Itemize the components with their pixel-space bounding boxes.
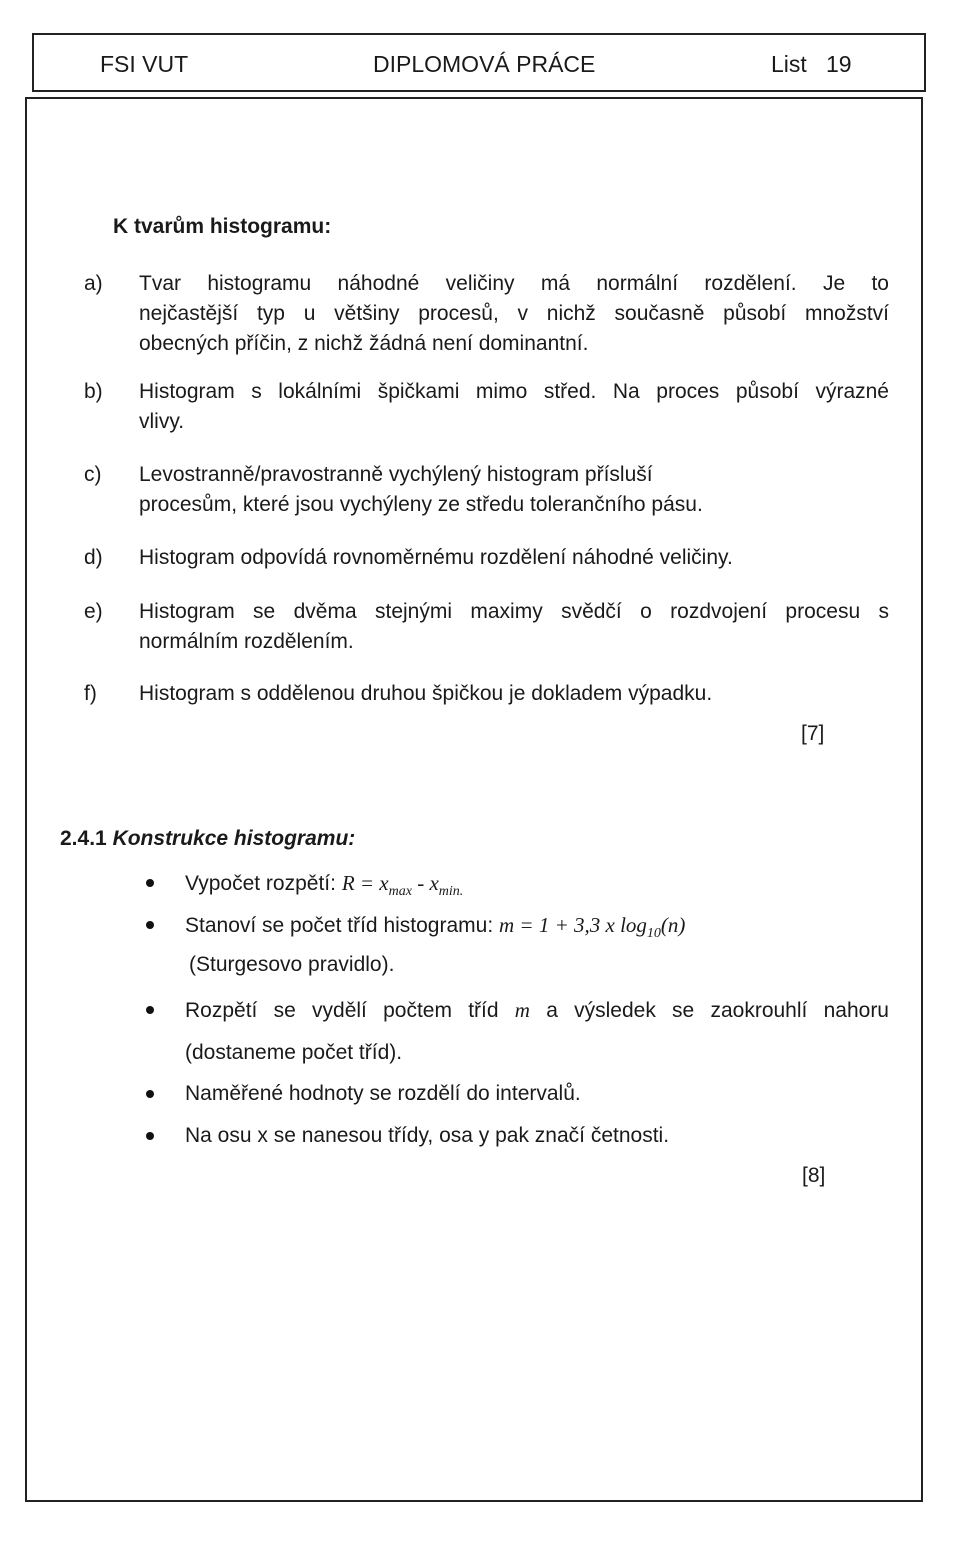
- bullet-text: [185, 866, 889, 909]
- list-text: [139, 377, 889, 437]
- bullet-text: Naměřené hodnoty se rozdělí do intervalů.: [185, 1082, 581, 1105]
- formula-part: m = 1 + 3,3 x log: [499, 913, 647, 937]
- formula-sub: max: [388, 884, 412, 900]
- list-label: f): [84, 682, 97, 705]
- header-document-type: DIPLOMOVÁ PRÁCE: [373, 51, 596, 77]
- list-label: b): [84, 380, 103, 403]
- text-line: normálním rozdělením.: [139, 630, 354, 653]
- text-line: [185, 993, 889, 1028]
- bullet-label: Stanoví se počet tříd histogramu:: [185, 914, 499, 937]
- text-line: Histogram s oddělenou druhou špičkou je dokladem výpadku.: [139, 682, 713, 705]
- bullet-text: Na osu x se nanesou třídy, osa y pak značí četnosti.: [185, 1124, 670, 1147]
- text-line: Levostranně/pravostranně vychýlený histogram přísluší: [139, 463, 653, 486]
- list-text: [139, 597, 889, 657]
- list-label: a): [84, 272, 103, 295]
- text-line: Tvar histogramu náhodné veličiny má normální rozdělení. Je to: [139, 272, 889, 295]
- bullet-icon: [146, 1090, 154, 1098]
- formula-part: - x: [411, 871, 439, 895]
- reference-8: [8]: [802, 1164, 826, 1187]
- reference-7: [7]: [801, 722, 825, 745]
- text-line: Histogram s lokálními špičkami mimo střed. Na proces působí výrazné: [139, 380, 889, 403]
- text-line: Histogram odpovídá rovnoměrnému rozdělení náhodné veličiny.: [139, 546, 733, 569]
- list-text: [139, 679, 889, 709]
- bullet-text: [185, 908, 889, 951]
- bullet-icon: [146, 1006, 154, 1014]
- bullet-icon: [146, 879, 154, 887]
- text-part: a výsledek se zaokrouhlí nahoru: [529, 999, 889, 1022]
- formula-part: R = x: [341, 871, 389, 895]
- subsection-number: 2.4.1: [60, 827, 107, 850]
- bullet-label: Vypočet rozpětí:: [185, 872, 342, 895]
- list-label: e): [84, 600, 103, 623]
- formula-sub: 10: [646, 926, 661, 942]
- section-heading: K tvarům histogramu:: [113, 215, 332, 238]
- list-label: c): [84, 463, 102, 486]
- variable-m: m: [514, 998, 530, 1022]
- text-line: obecných příčin, z nichž žádná není dominantní.: [139, 332, 589, 355]
- bullet-icon: [146, 921, 154, 929]
- sturges-formula: [499, 913, 686, 942]
- page-header: [32, 33, 926, 92]
- text-line: Histogram se dvěma stejnými maximy svědčí o rozdvojení procesu s: [139, 600, 889, 623]
- range-formula: [341, 871, 464, 900]
- bullet-icon: [146, 1132, 154, 1140]
- formula-sub: min.: [438, 884, 464, 900]
- list-label: d): [84, 546, 103, 569]
- list-text: [139, 543, 889, 573]
- bullet-text: [185, 993, 889, 1070]
- list-text: [139, 460, 889, 520]
- text-line: (dostaneme počet tříd).: [185, 1041, 403, 1064]
- text-line: vlivy.: [139, 410, 185, 433]
- header-page-number: List 19: [771, 51, 852, 77]
- text-line: nejčastější typ u většiny procesů, v nichž současně působí množství: [139, 302, 889, 325]
- list-text: [139, 269, 889, 359]
- text-line: procesům, které jsou vychýleny ze středu tolerančního pásu.: [139, 493, 703, 516]
- sturges-note: (Sturgesovo pravidlo).: [189, 953, 395, 976]
- subsection-title: Konstrukce histogramu:: [112, 827, 356, 850]
- text-part: Rozpětí se vydělí počtem tříd: [185, 999, 515, 1022]
- header-institution: FSI VUT: [100, 51, 189, 77]
- formula-part: (n): [660, 913, 686, 937]
- subsection-heading: [60, 827, 355, 851]
